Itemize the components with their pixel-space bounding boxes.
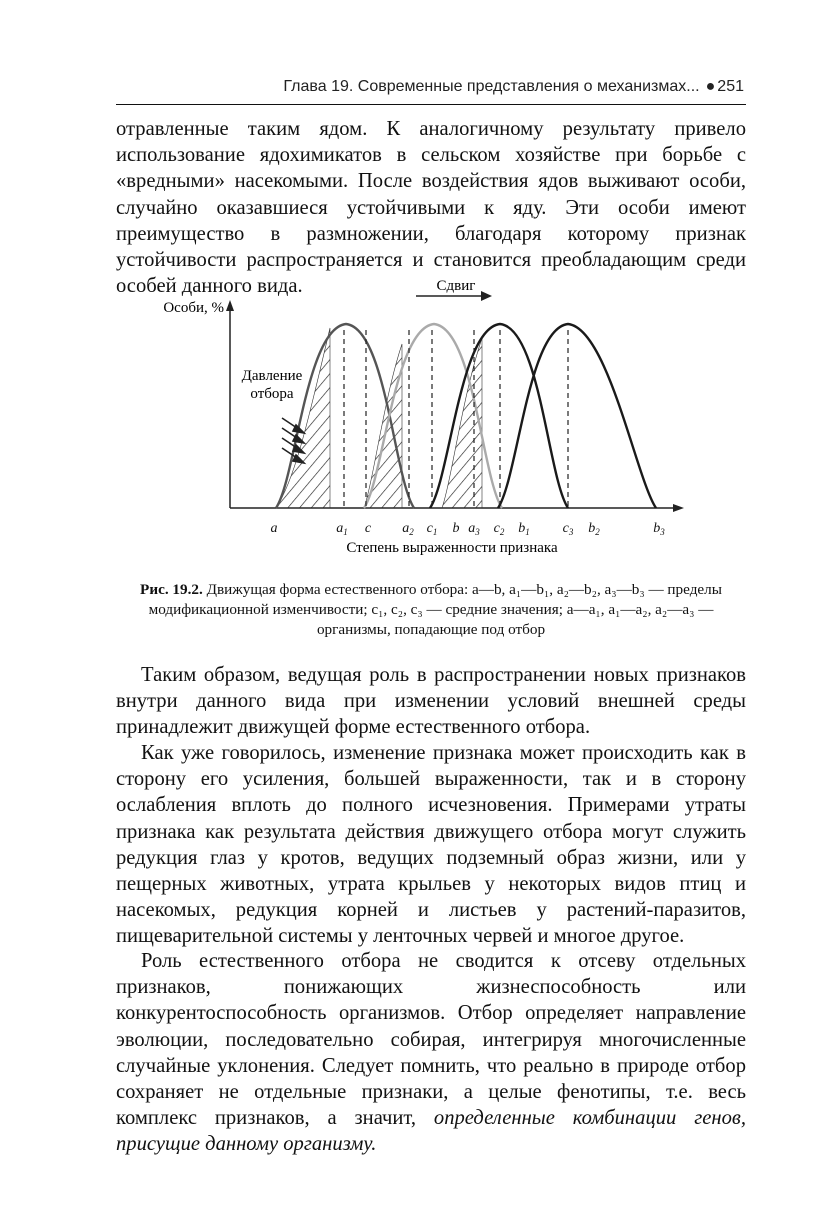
tick-label: $c_2$ [493,521,505,537]
bullet-icon: ● [705,78,716,95]
shift-arrow-head-icon [481,291,492,301]
page-number: 251 [717,78,744,95]
figure-19-2 [116,278,746,560]
x-axis-arrow-icon [673,504,684,512]
selection-diagram [116,278,746,560]
header-text [283,78,744,96]
y-axis-label: Особи, % [163,300,224,316]
caption-label: Рис. 19.2. [140,581,203,598]
x-axis-label: Степень выраженности признака [346,540,558,556]
tick-label: $a_3$ [468,521,480,537]
pressure-label-line1: Давление [241,368,303,384]
tick-label: b [452,521,460,536]
tick-label: $c_1$ [426,521,438,537]
paragraph-2: Таким образом, ведущая роль в распространении новых признаков внутри данного вида при изменении условий внешней среды принадлежит движущей форме естественного отбора. [116,664,746,739]
tick-label: $b_2$ [588,521,600,537]
y-axis-arrow-icon [226,300,234,311]
shift-label: Сдвиг [436,278,476,294]
tick-label: a [270,521,278,536]
paragraph-4-emphasis: определенные комбинации генов, присущие данному организму. [116,1107,746,1156]
selection-region-3 [442,338,482,508]
paragraph-4 [116,948,746,1158]
distribution-curve-4 [498,324,656,508]
chapter-title: Глава 19. Современные представления о механизмах... [283,78,700,95]
paragraph-1: отравленные таким ядом. К аналогичному результату привело использование ядохимикатов в сельском хозяйстве при борьбе с «вредными» насекомыми. После воздействия ядов выживают особи, случайно оказавшиеся устойчивыми к яду. Эти особи имеют преимущество в размножении, благодаря которому признак устойчивости распространяется и становится преобладающим среди особей данного вида. [116,118,746,298]
tick-label: $b_3$ [653,521,665,537]
tick-label: $a_2$ [402,521,414,537]
pressure-label-line2: отбора [250,386,294,402]
caption-text: Движущая форма естественного отбора: a—b, a₁—b₁, a₂—b₂, a₃—b₃ — пределы модификационной изменчивости; c₁, c₂, c₃ — средние значения; a—a₁, a₁—a₂, a₂—a₃ — организмы, попадающие под отбор [148,581,722,638]
paragraph-3: Как уже говорилось, изменение признака может происходить как в сторону его усиления, большей выраженности, так и в сторону ослабления вплоть до полного исчезновения. Примерами утраты признака как результата действия движущего отбора могут служить редукция глаз у кротов, ведущих подземный образ жизни, или у пещерных животных, утрата крыльев у некоторых видов птиц и насекомых, редукция корней и листьев у растений-паразитов, пищеварительной системы у ленточных червей и многое другое. [116,742,746,948]
figure-caption [116,580,746,640]
tick-label: $b_1$ [518,521,530,537]
tick-label: $c_3$ [562,521,574,537]
tick-label: $a_1$ [336,521,348,537]
selection-region-1 [276,328,330,508]
paragraph-4-text: Роль естественного отбора не сводится к отсеву отдельных признаков, понижающих жизнеспособность или конкурентоспособность организмов. Отбор определяет направление эволюции, последовательно собирая, интегрируя многочисленные случайные уклонения. Следует помнить, что реально в природе отбор сохраняет не отдельные признаки, а целые фенотипы, т.е. весь комплекс признаков, а значит, [116,950,746,1130]
running-header [116,78,746,105]
tick-label: c [364,521,372,536]
selection-region-2 [364,344,402,508]
